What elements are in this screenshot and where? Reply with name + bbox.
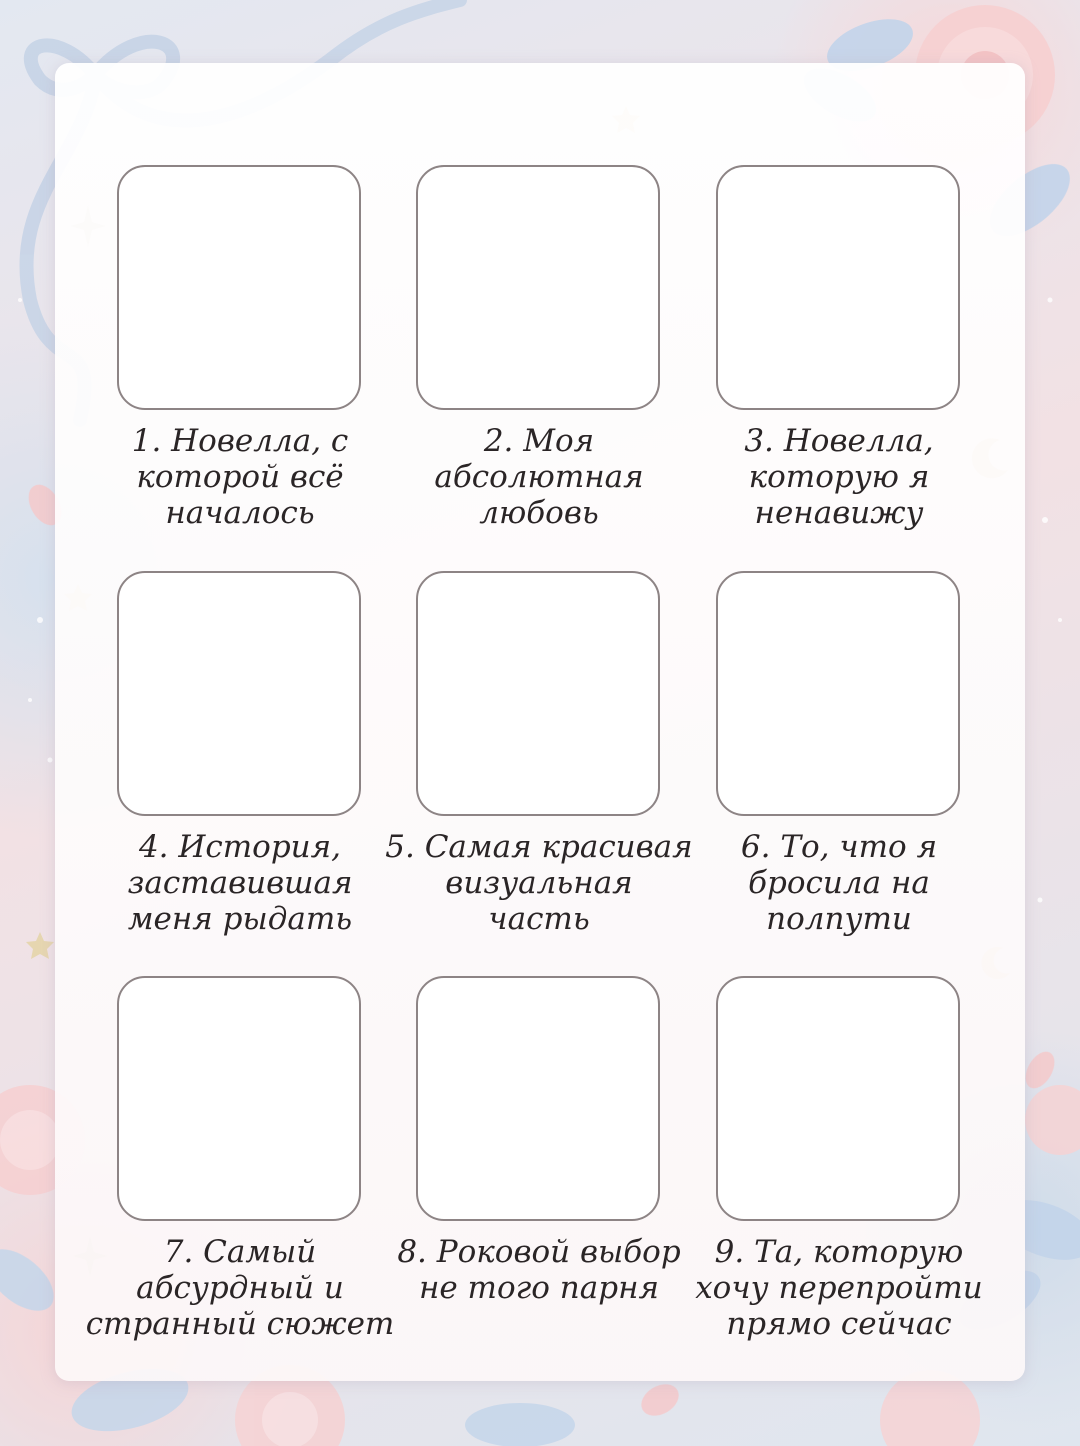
image-placeholder-frame[interactable] [716,571,960,816]
caption-line: визуальная [445,865,633,901]
grid-cell [55,976,395,1361]
image-placeholder-frame[interactable] [117,571,361,816]
image-placeholder-frame[interactable] [716,976,960,1221]
caption-line: 2. Моя [483,423,595,459]
caption-line: прямо сейчас [726,1306,952,1342]
caption-line: 4. История, [138,829,342,865]
cell-caption [654,1234,1024,1342]
caption-line: меня рыдать [127,901,353,937]
image-placeholder-frame[interactable] [716,165,960,410]
caption-line: 3. Новелла, [744,423,934,459]
cell-caption [654,423,1024,531]
caption-line: ненавижу [754,495,924,531]
caption-line: началось [165,495,315,531]
caption-line: любовь [479,495,599,531]
image-placeholder-frame[interactable] [416,165,660,410]
caption-line: абсолютная [434,459,644,495]
caption-line: 9. Та, которую [714,1234,964,1270]
caption-line: 6. То, что я [740,829,938,865]
caption-line: 5. Самая красивая [385,829,693,865]
cell-caption [654,829,1024,937]
image-placeholder-frame[interactable] [416,571,660,816]
grid-cell [354,165,654,550]
grid-cell [354,571,693,956]
caption-line: часть [488,901,590,937]
grid-cell [354,976,681,1361]
caption-line: которую я [748,459,930,495]
grid-cell [55,165,355,550]
image-placeholder-frame[interactable] [117,976,361,1221]
caption-line: не того парня [418,1270,660,1306]
image-placeholder-frame[interactable] [117,165,361,410]
caption-line: 8. Роковой выбор [397,1234,681,1270]
caption-line: которой всё [136,459,344,495]
template-card [55,63,1025,1381]
caption-line: заставившая [127,865,353,901]
caption-line: полпути [766,901,912,937]
caption-line: 7. Самый [163,1234,317,1270]
caption-line: абсурдный и [136,1270,344,1306]
grid-cell [654,976,983,1361]
caption-line: странный сюжет [85,1306,395,1342]
caption-line: хочу перепройти [695,1270,983,1306]
grid-cell [654,165,954,550]
caption-line: бросила на [748,865,930,901]
grid-cell [55,571,355,956]
image-placeholder-frame[interactable] [416,976,660,1221]
caption-line: 1. Новелла, с [131,423,349,459]
grid-cell [654,571,954,956]
